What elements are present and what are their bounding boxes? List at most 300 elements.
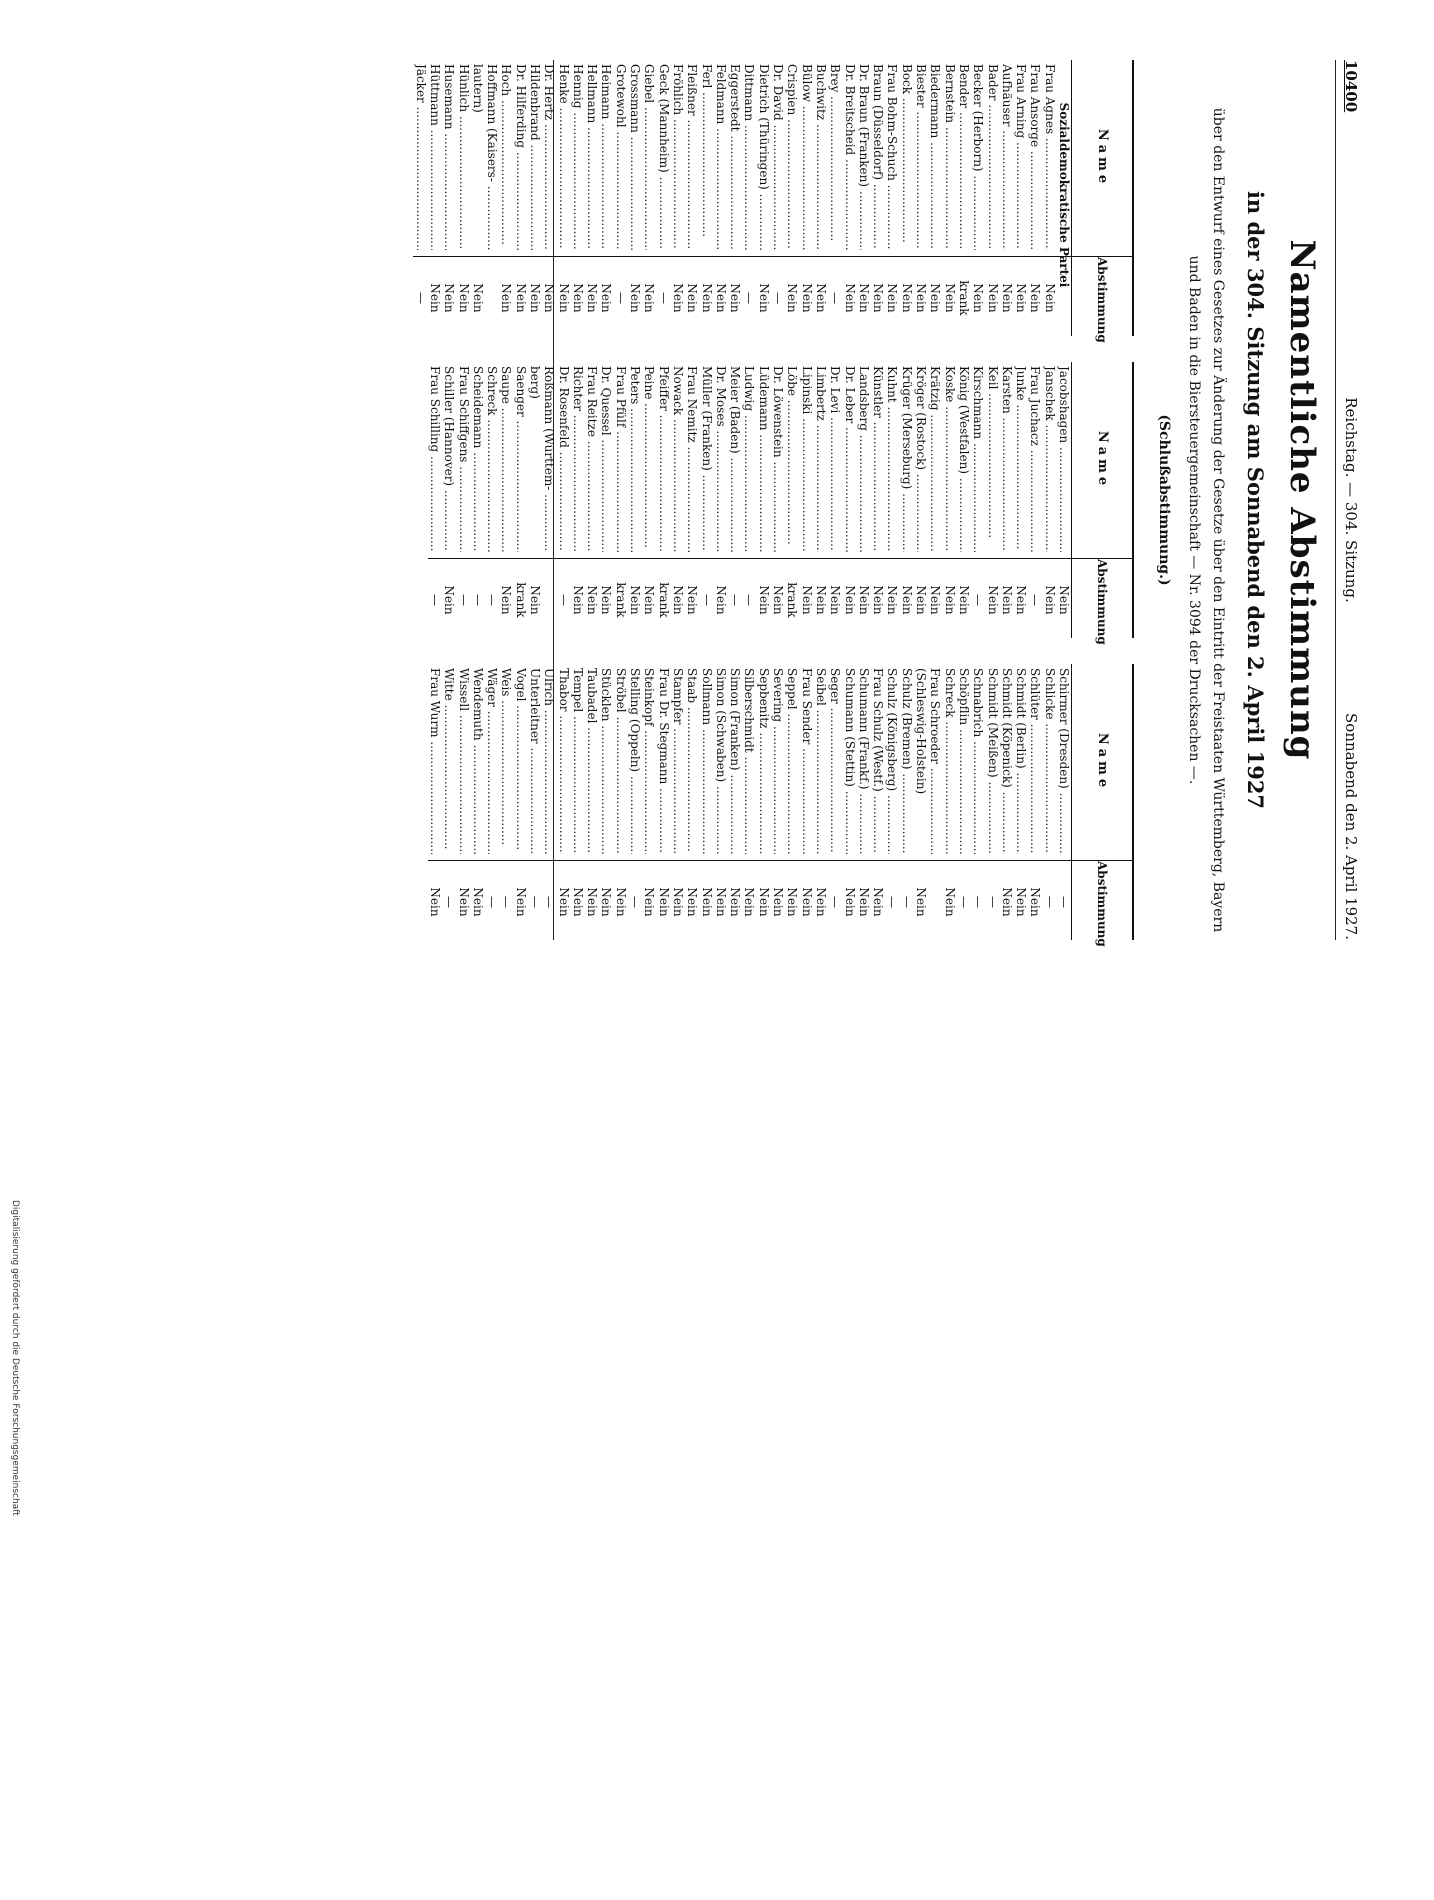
member-name: Limbertz ..... xyxy=(814,366,828,552)
table-row xyxy=(985,664,999,940)
table-row xyxy=(828,60,842,336)
member-name: Taubadel ..... xyxy=(585,668,599,854)
table-row xyxy=(714,664,728,940)
table-row xyxy=(413,60,427,336)
member-name: Frau Schulz (Westf.) ..... xyxy=(871,668,885,854)
name-header: Name xyxy=(1072,60,1132,257)
member-name: Schöpflin ..... xyxy=(957,668,971,854)
table-row xyxy=(585,362,599,638)
table-row xyxy=(857,60,871,336)
table-row xyxy=(1042,664,1056,940)
vote-value: Nein xyxy=(799,887,814,917)
table-row xyxy=(857,362,871,638)
vote-value: — xyxy=(956,896,971,908)
vote-value: — xyxy=(1042,896,1057,908)
member-name: Künstler ..... xyxy=(871,366,885,552)
member-name: Bender ..... xyxy=(957,64,971,250)
member-name: Staab ..... xyxy=(685,668,699,854)
table-row xyxy=(1000,60,1014,336)
table-row xyxy=(985,362,999,638)
member-name: Schulz (Bremen) ..... xyxy=(899,668,913,854)
table-row xyxy=(585,60,599,336)
table-row xyxy=(571,664,585,940)
member-name: Schumann (Frankf.) ..... xyxy=(857,668,871,854)
vote-value: Nein xyxy=(813,585,828,615)
table-row xyxy=(942,60,956,336)
vote-value: Nein xyxy=(942,283,957,313)
table-row xyxy=(671,362,685,638)
table-row xyxy=(585,664,599,940)
party-name: Sozialdemokratische Partei xyxy=(1057,102,1071,288)
vote-value: Nein xyxy=(585,283,600,313)
vote-value: Nein xyxy=(670,283,685,313)
table-row xyxy=(614,60,628,336)
vote-value: Nein xyxy=(542,283,557,313)
member-name: Pfeiffer ..... xyxy=(656,366,670,552)
table-row xyxy=(942,664,956,940)
table-row xyxy=(1042,60,1056,336)
member-name: Thabor ..... xyxy=(556,668,570,854)
table-row xyxy=(571,60,585,336)
vote-value: Nein xyxy=(528,585,543,615)
member-name: Frau Dr. Stegmann ..... xyxy=(656,668,670,854)
vote-value: Nein xyxy=(942,585,957,615)
member-name: berg) xyxy=(528,366,543,399)
table-row xyxy=(656,362,670,638)
table-row xyxy=(971,664,985,940)
member-name: Eggerstedt ..... xyxy=(728,64,742,250)
vote-value: — xyxy=(556,594,571,606)
member-name: Frau Pfülf ..... xyxy=(614,366,628,552)
vote-value: Nein xyxy=(728,887,743,917)
vote-value: Nein xyxy=(442,283,457,313)
table-row xyxy=(771,664,785,940)
table-row xyxy=(957,60,971,336)
member-name: Silberschmidt ..... xyxy=(742,668,756,854)
member-name: Frau Juchacz ..... xyxy=(1028,366,1042,552)
member-name: Frau Agnes ..... xyxy=(1042,64,1056,250)
table-row xyxy=(642,362,656,638)
vote-value: — xyxy=(728,594,743,606)
member-name: Biester ..... xyxy=(914,64,928,250)
member-name: Seger ..... xyxy=(828,668,842,854)
table-row xyxy=(728,362,742,638)
table-row xyxy=(742,362,756,638)
member-name: Lipinski ..... xyxy=(799,366,813,552)
vote-value: Nein xyxy=(470,283,485,313)
table-row xyxy=(542,664,556,940)
table-row xyxy=(828,362,842,638)
vote-value: Nein xyxy=(556,283,571,313)
vote-value: Nein xyxy=(470,887,485,917)
vote-header: Abstimmung xyxy=(1095,861,1109,947)
vote-value: Nein xyxy=(856,585,871,615)
member-name: Seppel ..... xyxy=(785,668,799,854)
member-name: Jacobshagen ..... xyxy=(1057,366,1071,552)
table-row xyxy=(1014,60,1028,336)
table-row xyxy=(485,664,499,940)
table-row xyxy=(799,362,813,638)
vote-value: — xyxy=(470,594,485,606)
table-row xyxy=(556,664,570,940)
member-name: Fröhlich ..... xyxy=(671,64,685,250)
table-row xyxy=(556,60,570,336)
vote-value: Nein xyxy=(599,283,614,313)
vote-value: Nein xyxy=(871,283,886,313)
vote-value: krank xyxy=(513,582,528,618)
member-name: Hildenbrand ..... xyxy=(528,64,542,250)
vote-value: Nein xyxy=(656,887,671,917)
vote-value: — xyxy=(442,896,457,908)
vote-value: Nein xyxy=(642,283,657,313)
table-row xyxy=(471,664,485,940)
vote-value: Nein xyxy=(599,887,614,917)
vote-value: Nein xyxy=(670,585,685,615)
vote-value: Nein xyxy=(928,283,943,313)
vote-column-2 xyxy=(427,362,1134,645)
member-name: Hoffmann (Kaisers- ..... xyxy=(485,64,499,250)
member-name: Richter ..... xyxy=(571,366,585,552)
table-row xyxy=(871,362,885,638)
member-name: Dr. Hertz ..... xyxy=(542,64,556,250)
table-row xyxy=(799,664,813,940)
vote-value: Nein xyxy=(756,585,771,615)
member-name: Aufhäuser ..... xyxy=(1000,64,1014,250)
vote-value: Nein xyxy=(670,887,685,917)
table-row xyxy=(742,664,756,940)
member-name: Crispien ..... xyxy=(785,64,799,250)
member-name: Grossmann ..... xyxy=(628,64,642,250)
member-name: Frau Schilling ..... xyxy=(428,366,442,552)
member-name: Unterleitner ..... xyxy=(528,668,542,854)
vote-value: Nein xyxy=(914,887,929,917)
vote-value: — xyxy=(613,292,628,304)
vote-value: — xyxy=(699,594,714,606)
vote-value: Nein xyxy=(456,887,471,917)
table-row xyxy=(842,60,856,336)
vote-value: Nein xyxy=(513,887,528,917)
vote-value: — xyxy=(742,292,757,304)
member-name: Feldmann ..... xyxy=(714,64,728,250)
table-row xyxy=(656,60,670,336)
member-name: Janschek ..... xyxy=(1042,366,1056,552)
table-row xyxy=(699,362,713,638)
table-row xyxy=(628,664,642,940)
vote-value: — xyxy=(885,896,900,908)
rows xyxy=(428,664,1071,940)
table-row xyxy=(699,664,713,940)
member-name: Bernstein ..... xyxy=(942,64,956,250)
vote-value: Nein xyxy=(756,283,771,313)
member-name: Frau Nemitz ..... xyxy=(685,366,699,552)
member-name: Vogel ..... xyxy=(513,668,527,854)
vote-value: — xyxy=(427,594,442,606)
vote-value: Nein xyxy=(899,585,914,615)
table-row xyxy=(814,362,828,638)
table-row xyxy=(428,60,442,336)
table-row xyxy=(528,60,542,336)
table-row xyxy=(814,60,828,336)
header-center: Reichstag. — 304. Sitzung. xyxy=(1342,397,1360,603)
table-row xyxy=(556,362,570,638)
member-name: Dr. Breitscheid ..... xyxy=(842,64,856,250)
table-row xyxy=(1028,60,1042,336)
table-row xyxy=(1014,362,1028,638)
vote-value: Nein xyxy=(999,887,1014,917)
member-name: Hennig ..... xyxy=(571,64,585,250)
member-name: Stelling (Oppeln) ..... xyxy=(628,668,642,854)
table-row xyxy=(442,60,456,336)
member-name: Ludwig ..... xyxy=(742,366,756,552)
page-note: (Schlußabstimmung.) xyxy=(1156,414,1172,586)
member-name: Dr. Löwenstein ..... xyxy=(771,366,785,552)
column-header xyxy=(1071,664,1134,947)
vote-value: Nein xyxy=(999,283,1014,313)
vote-value: Nein xyxy=(685,585,700,615)
member-name: Heimann ..... xyxy=(599,64,613,250)
vote-value: — xyxy=(828,292,843,304)
member-name: Lüdemann ..... xyxy=(756,366,770,552)
vote-header: Abstimmung xyxy=(1095,257,1109,343)
vote-value: Nein xyxy=(685,283,700,313)
vote-value: — xyxy=(771,292,786,304)
table-row xyxy=(642,664,656,940)
member-name: Giebel ..... xyxy=(642,64,656,250)
member-name: Meier (Baden) ..... xyxy=(728,366,742,552)
party-group-heading xyxy=(1057,60,1071,336)
vote-value: Nein xyxy=(885,585,900,615)
member-name: Stampfer ..... xyxy=(671,668,685,854)
member-name: Schumann (Stettin) ..... xyxy=(842,668,856,854)
vote-value: Nein xyxy=(570,585,585,615)
member-name: Schlüter ..... xyxy=(1028,668,1042,854)
member-name: Buchwitz ..... xyxy=(814,64,828,250)
vote-value: Nein xyxy=(570,887,585,917)
table-row xyxy=(828,664,842,940)
vote-value: Nein xyxy=(771,585,786,615)
vote-value: Nein xyxy=(971,283,986,313)
member-name: Schlicke ..... xyxy=(1042,668,1056,854)
vote-value: Nein xyxy=(985,585,1000,615)
table-row xyxy=(599,60,613,336)
vote-value: — xyxy=(828,896,843,908)
vote-value: — xyxy=(971,594,986,606)
vote-value: Nein xyxy=(842,585,857,615)
vote-value: krank xyxy=(656,582,671,618)
member-name: Schiller (Hannover) ..... xyxy=(442,366,456,552)
member-name: Braun (Düsseldorf) ..... xyxy=(871,64,885,250)
table-row xyxy=(714,362,728,638)
vote-value: Nein xyxy=(513,283,528,313)
member-name: Frau Wurm ..... xyxy=(428,668,442,854)
vote-value: Nein xyxy=(1028,887,1043,917)
member-name: Frau Schroeder ..... xyxy=(928,668,942,854)
table-row xyxy=(799,60,813,336)
table-row xyxy=(1000,362,1014,638)
member-name: Schmidt (Berlin) ..... xyxy=(1014,668,1028,854)
vote-value: — xyxy=(413,292,428,304)
vote-value: krank xyxy=(613,582,628,618)
member-name: lautern) xyxy=(470,64,485,113)
table-row xyxy=(642,60,656,336)
table-row xyxy=(899,664,913,940)
table-row xyxy=(728,664,742,940)
vote-value: Nein xyxy=(499,585,514,615)
member-name: Biedermann ..... xyxy=(928,64,942,250)
member-name: Krüger (Merseburg) ..... xyxy=(899,366,913,552)
member-name: Junke ..... xyxy=(1014,366,1028,552)
vote-value: Nein xyxy=(871,887,886,917)
member-name: Frau Arning ..... xyxy=(1014,64,1028,250)
table-row xyxy=(599,362,613,638)
table-row xyxy=(499,362,513,638)
member-name: Hoch ..... xyxy=(499,64,513,250)
vote-value: Nein xyxy=(813,887,828,917)
table-row xyxy=(985,60,999,336)
table-row xyxy=(671,60,685,336)
member-name: Scheidemann ..... xyxy=(471,366,485,552)
member-name: Keil ..... xyxy=(985,366,999,552)
member-name: Schreck ..... xyxy=(485,366,499,552)
vote-value: Nein xyxy=(528,283,543,313)
table-row xyxy=(914,362,928,638)
table-row xyxy=(614,664,628,940)
name-header: Name xyxy=(1072,664,1132,861)
table-row xyxy=(885,664,899,940)
vote-value: Nein xyxy=(642,585,657,615)
member-name: Dr. Levi ..... xyxy=(828,366,842,552)
page-number: 10400 xyxy=(1342,60,1360,113)
vote-value: Nein xyxy=(871,585,886,615)
table-row xyxy=(442,362,456,638)
vote-value: Nein xyxy=(785,283,800,313)
member-name: Kirschmann ..... xyxy=(971,366,985,552)
table-row xyxy=(857,664,871,940)
vote-value: Nein xyxy=(842,887,857,917)
vote-value: — xyxy=(1028,594,1043,606)
table-row xyxy=(971,60,985,336)
table-row xyxy=(542,362,556,638)
table-row xyxy=(1057,664,1071,940)
table-row xyxy=(485,362,499,638)
margin-note: Digitalisierung gefördert durch die Deutsche Forschungsgemeinschaft xyxy=(10,1200,20,1516)
table-row xyxy=(928,664,942,940)
table-row xyxy=(499,664,513,940)
member-name: Ulrich ..... xyxy=(542,668,556,854)
table-row xyxy=(685,60,699,336)
table-row xyxy=(957,362,971,638)
vote-value: Nein xyxy=(914,283,929,313)
member-name: Frau Bohm-Schuch ..... xyxy=(885,64,899,250)
vote-value: Nein xyxy=(856,283,871,313)
member-name: Ströbel ..... xyxy=(614,668,628,854)
table-row xyxy=(914,664,928,940)
vote-value: — xyxy=(742,594,757,606)
table-row xyxy=(456,664,470,940)
member-name: Brey ..... xyxy=(828,64,842,250)
vote-value: Nein xyxy=(728,283,743,313)
member-name: Fleißner ..... xyxy=(685,64,699,250)
member-name: Dr. Hilferding ..... xyxy=(513,64,527,250)
vote-value: Nein xyxy=(856,887,871,917)
vote-value: Nein xyxy=(713,887,728,917)
member-name: Karsten ..... xyxy=(1000,366,1014,552)
table-row xyxy=(599,664,613,940)
vote-value: Nein xyxy=(956,585,971,615)
vote-value: Nein xyxy=(628,585,643,615)
table-row xyxy=(785,60,799,336)
vote-value: Nein xyxy=(899,283,914,313)
table-row xyxy=(842,362,856,638)
member-name: Sepbenitz ..... xyxy=(756,668,770,854)
vote-value: Nein xyxy=(642,887,657,917)
table-row xyxy=(728,60,742,336)
member-name: Grotewohl ..... xyxy=(614,64,628,250)
vote-value: Nein xyxy=(799,283,814,313)
vote-value: Nein xyxy=(613,887,628,917)
member-name: Frau Ansorge ..... xyxy=(1028,64,1042,250)
vote-value: — xyxy=(485,594,500,606)
table-row xyxy=(1028,664,1042,940)
table-row xyxy=(814,664,828,940)
table-row xyxy=(471,60,485,336)
page-description: über den Entwurf eines Gesetzes zur Änderung der Gesetze über den Eintritt der Freistaaten Württemberg, Bayern und Baden in die Biersteuergemeinschaft — Nr. 3094 der Drucksachen —. xyxy=(1186,107,1226,933)
vote-value: Nein xyxy=(456,283,471,313)
vote-value: krank xyxy=(956,280,971,316)
vote-value: Nein xyxy=(427,283,442,313)
member-name: Schnabrich ..... xyxy=(971,668,985,854)
vote-value: Nein xyxy=(842,283,857,313)
member-name: Schirmer (Dresden) ..... xyxy=(1057,668,1071,854)
vote-value: Nein xyxy=(570,283,585,313)
member-name: Schmidt (Meißen) ..... xyxy=(985,668,999,854)
vote-value: Nein xyxy=(985,283,1000,313)
member-name: Stücklen ..... xyxy=(599,668,613,854)
table-row xyxy=(685,362,699,638)
vote-value: Nein xyxy=(828,585,843,615)
name-header: Name xyxy=(1072,362,1132,559)
member-name: Ferl ..... xyxy=(699,64,713,250)
member-name: Frau Sender ..... xyxy=(799,668,813,854)
table-row xyxy=(428,362,442,638)
table-row xyxy=(1014,664,1028,940)
vote-value: Nein xyxy=(556,887,571,917)
table-row xyxy=(785,362,799,638)
member-name: Simon (Franken) ..... xyxy=(728,668,742,854)
vote-value: Nein xyxy=(756,887,771,917)
vote-value: Nein xyxy=(771,887,786,917)
table-row xyxy=(685,664,699,940)
table-row xyxy=(513,60,527,336)
table-row xyxy=(871,60,885,336)
table-row xyxy=(614,362,628,638)
vote-value: — xyxy=(628,896,643,908)
vote-value: Nein xyxy=(885,283,900,313)
member-name: Husemann ..... xyxy=(442,64,456,250)
member-name: Saupe ..... xyxy=(499,366,513,552)
table-row xyxy=(485,60,499,336)
vote-value: Nein xyxy=(599,585,614,615)
table-row xyxy=(885,60,899,336)
member-name: Dr. Moses ..... xyxy=(714,366,728,552)
member-name: Dr. Rosenfeld ..... xyxy=(556,366,570,552)
vote-value: Nein xyxy=(713,283,728,313)
member-name: Peine ..... xyxy=(642,366,656,552)
member-name: Tempel ..... xyxy=(571,668,585,854)
vote-value: Nein xyxy=(699,283,714,313)
vote-column-3 xyxy=(427,664,1134,947)
table-row xyxy=(456,362,470,638)
